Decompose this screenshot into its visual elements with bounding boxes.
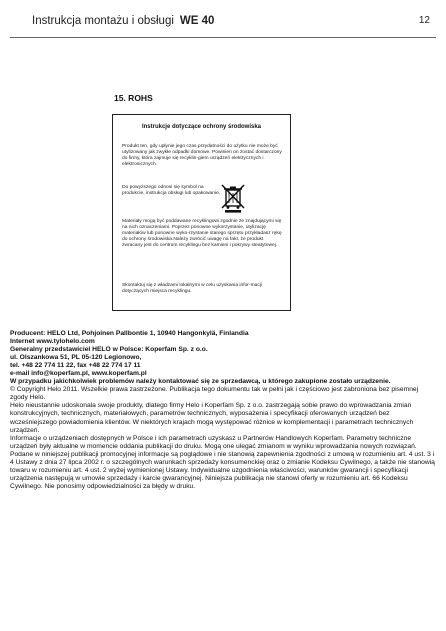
problems-notice: W przypadku jakichkolwiek problemów należy kontaktować się ze sprzedawcą, u którego zakupione zostało urządzenie.	[10, 378, 391, 386]
box-title: Instrukcje dotyczące ochrony środowiska	[141, 124, 262, 130]
changes-notice: Helo nieustannie udoskonala swoje produkty, dlatego firmy Helo i Koperfam Sp. z o.o. zastrzegają sobie prawo do wprowadzania zmian konstrukcyjnych, technicznych, materiałowych, parametrów technicznych, wyposażenia i specyfikacji oferowanych urządzeń bez wcześniejszego powiadomienia klientów. W niektórych krajach mogą występować różnice w komplementacji i parametrach technicznych urządzeń.	[10, 402, 414, 434]
section-title: 15. ROHS	[114, 93, 153, 103]
crossed-out-wheelie-bin-icon	[220, 183, 246, 213]
address-line: ul. Olszankowa 51, PL 05-120 Legionowo,	[10, 354, 142, 362]
box-paragraph-symbol: Do powyższego odnosi się symbol na produkcie, instrukcja obsługi lub opakowanie.	[122, 185, 221, 197]
internet-line: Internet www.tylohelo.com	[10, 338, 95, 346]
phone-line: tel. +48 22 774 11 22, fax +48 22 774 17 11	[10, 362, 141, 370]
page-header	[0, 0, 446, 42]
box-paragraph-contact: Skontaktuj się z władzami lokalnymi w celu uzyskania infor-macji dotyczących miejsca recyklingu.	[122, 283, 262, 295]
box-paragraph-disposal: Produkt ten, gdy upłynie jego czas przydatności do użytku nie może być utylizowany jak zwykłe odpadki domowe. Powinien on zostać dostarczony do firmy, która zajmuje się recyklin-giem urządzeń elektrycznych i elektronicznych.	[122, 144, 282, 168]
model-name: WE 40	[179, 15, 215, 27]
representative-line: Generalny przedstawiciel HELO w Polsce: Koperfam Sp. z o.o.	[10, 346, 208, 354]
manual-title: Instrukcja montażu i obsługi	[32, 15, 174, 27]
producer-line: Producent: HELO Ltd, Pohjoinen Pallbontie 1, 10940 Hangonkylä, Finlandia	[10, 330, 249, 337]
information-notice: Informacje o urządzeniach dostępnych w Polsce i ich parametrach uzyskasz u Partnerów Handlowych Koperfam. Parametry techniczne urządzeń były aktualne w momencie oddania publikacji do druku. Mogą one ulegać zmianom w wyniku wprowadzania nowych rozwiązań. Podane w niniejszej publikacji promocyjnej informacje są poglądowe i nie stanowią zapewnienia zgodności z umową w rozumieniu art. 4 ust. 3 i 4 Ustawy z dnia 27 lipca 2002 r. o szczególnych warunkach sprzedaży konsumenckiej oraz o zmianie Kodeksu Cywilnego, a także nie stanowią towaru w rozumieniu art. 4 ust. 2 wyżej wymienionej Ustawy. Indywidualne uzgodnienia właściwości, warunków gwarancji i specyfikacji urządzenia następują w umowie sprzedaży i karcie gwarancyjnej. Niniejsza publikacja nie stanowi oferty w rozumieniu art. 66 Kodeksu Cywilnego. Nie ponosimy odpowiedzialności za błędy w druku.	[10, 434, 435, 490]
footer-information	[10, 330, 436, 491]
document-title	[32, 15, 214, 27]
email-line: e-mail info@koperfam.pl, www.koperfam.pl	[10, 370, 147, 378]
box-paragraph-recycling: Materiały mogą być poddawane recyklingowi zgodnie ze znajdującymi się na nich oznaczeniami. Poprzez ponowne wykorzystanie, utylizację materiałów lub ponowne wyko-rzystanie starego sprzętu przykładasz rękę do ochrony środowiska.Należy zwrócić uwagę na fakt, że produkt zwracany jest do centrum recyklingu bez kamieni i pokrywy steatytowej.	[122, 219, 282, 249]
environment-instructions-box	[112, 114, 291, 311]
header-divider	[10, 37, 436, 38]
page-number: 12	[418, 15, 430, 26]
copyright-notice: © Copyright Helo 2011. Wszelkie prawa zastrzeżone. Publikacja tego dokumentu tak w pełni jak i częściowo jest zabroniona bez pisemnej zgody Helo.	[10, 386, 419, 402]
